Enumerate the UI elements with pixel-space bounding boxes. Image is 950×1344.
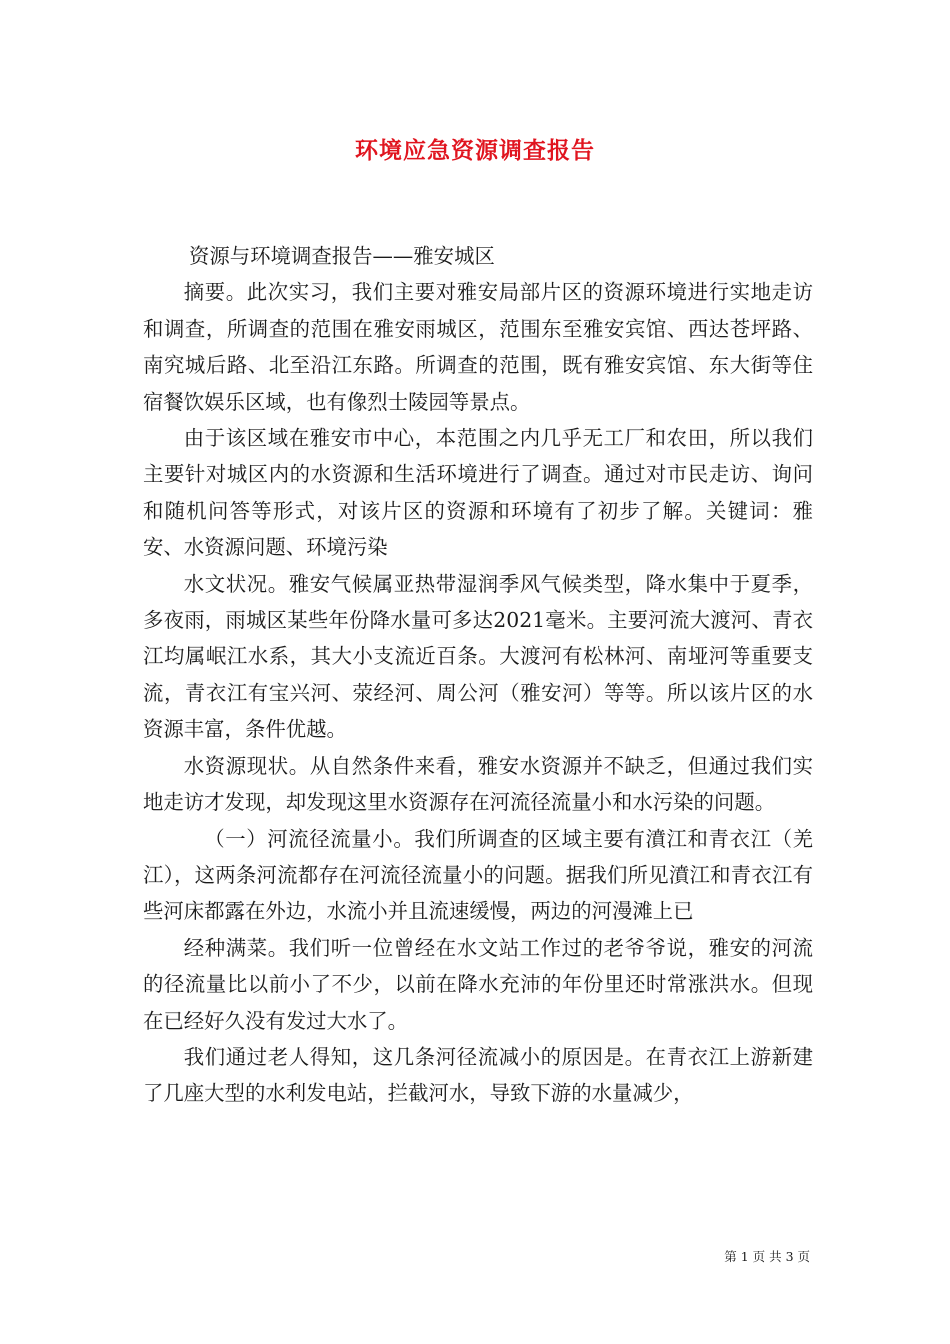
- hydrology-paragraph: 水文状况。雅安气候属亚热带湿润季风气候类型，降水集中于夏季，多夜雨，雨城区某些年份降水量可多达2021毫米。主要河流大渡河、青衣江均属岷江水系，其大小支流近百条。大渡河有松林河、南垭河等重要支流，青衣江有宝兴河、荥经河、周公河（雅安河）等等。所以该片区的水资源丰富，条件优越。: [143, 571, 813, 742]
- runoff-paragraph: （一）河流径流量小。我们所调查的区域主要有濆江和青衣江（羌江），这两条河流都存在河流径流量小的问题。据我们所见濆江和青衣江有些河床都露在外边，水流小并且流速缓慢，两边的河漫滩上已: [143, 826, 813, 924]
- continuation-paragraph: 经种满菜。我们听一位曾经在水文站工作过的老爷爷说，雅安的河流的径流量比以前小了不少，以前在降水充沛的年份里还时常涨洪水。但现在已经好久没有发过大水了。: [143, 935, 813, 1033]
- document-title: 环境应急资源调查报告: [355, 137, 595, 164]
- page-number: 第 1 页 共 3 页: [724, 1249, 810, 1264]
- document-body: [143, 238, 813, 1112]
- cause-paragraph: 我们通过老人得知，这几条河径流减小的原因是。在青衣江上游新建了几座大型的水利发电站，拦截河水，导致下游的水量减少，: [143, 1044, 813, 1106]
- abstract-paragraph: 摘要。此次实习，我们主要对雅安局部片区的资源环境进行实地走访和调查，所调查的范围在雅安雨城区，范围东至雅安宾馆、西达苍坪路、南究城后路、北至沿江东路。所调查的范围，既有雅安宾馆、东大街等住宿餐饮娱乐区域，也有像烈士陵园等景点。: [143, 280, 813, 414]
- scope-paragraph: 由于该区域在雅安市中心，本范围之内几乎无工厂和农田，所以我们主要针对城区内的水资源和生活环境进行了调查。通过对市民走访、询问和随机问答等形式，对该片区的资源和环境有了初步了解。关键词：雅安、水资源问题、环境污染: [143, 426, 813, 560]
- report-subtitle: 资源与环境调查报告——雅安城区: [189, 244, 495, 268]
- water-status-paragraph: 水资源现状。从自然条件来看，雅安水资源并不缺乏，但通过我们实地走访才发现，却发现这里水资源存在河流径流量小和水污染的问题。: [143, 753, 813, 815]
